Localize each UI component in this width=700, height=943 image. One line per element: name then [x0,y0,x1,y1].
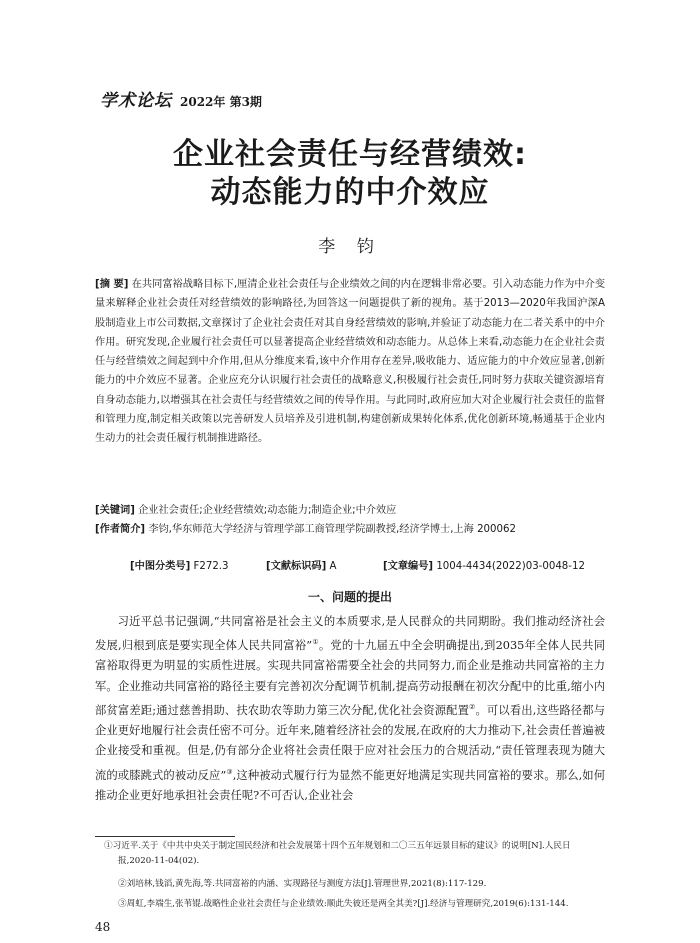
footnote-3: ③周虹,李端生,张苇锟.战略性企业社会责任与企业绩效:顺此失彼还是两全其美?[J].经济与管理研究,2019(6):131-144. [118,899,569,909]
title-line-1: 企业社会责任与经营绩效: [173,137,527,172]
footnote-ref-3[interactable]: ③ [226,767,233,776]
author-bio-text: 李钧,华东师范大学经济与管理学部工商管理学院副教授,经济学博士,上海 200062 [148,524,516,535]
page-number: 48 [95,920,111,934]
clc-value: F272.3 [193,561,229,572]
keywords-text: 企业社会责任;企业经营绩效;动态能力;制造企业;中介效应 [138,505,397,516]
abstract-text: 在共同富裕战略目标下,厘清企业社会责任与企业绩效之间的内在逻辑非常必要。引入动态能力作为中介变量来解释企业社会责任对经营绩效的影响路径,为回答这一问题提供了新的视角。基于2013—2020年我国沪深A股制造业上市公司数据,文章探讨了企业社会责任对其自身经营绩效的影响,并验证了动态能力在二者关系中的中介作用。研究发现,企业履行社会责任可以显著提高企业经营绩效和动态能力。从总体上来看,动态能力在企业社会责任与经营绩效之间起到中介作用,但从分维度来看,该中介作用存在差异,吸收能力、适应能力的中介效应显著,创新能力的中介效应不显著。企业应充分认识履行社会责任的战略意义,积极履行社会责任,同时努力获取关键资源培育自身动态能力,以增强其在社会责任与经营绩效之间的传导作用。与此同时,政府应加大对企业履行社会责任的监督和管理力度,制定相关政策以完善研发人员培养及引进机制,构建创新成果转化体系,优化创新环境,畅通基于企业内生动力的社会责任履行机制推进路径。 [95,279,606,445]
keywords [95,501,605,520]
body-text-b: 。党的十九届五中全会明确提出,到2035年全体人民共同富裕取得更为明显的实质性进展。实现共同富裕需要全社会的共同努力,而企业是推动共同富裕的主力军。企业推动共同富裕的路径主要有完善初次分配调节机制,提高劳动报酬在初次分配中的比重,缩小内部贫富差距;通过慈善捐助、扶农助农等助力第三次分配,优化社会资源配置 [95,639,606,717]
footnote-ref-1[interactable]: ① [312,638,319,647]
clc-label: [中图分类号] [130,561,191,572]
clc-number [130,557,229,572]
abstract [95,275,605,449]
body-text-c: 。可以看出,这些路径都与企业更好地履行社会责任密不可分。近年来,随着经济社会的发展,在政府的大力推动下,社会责任普遍被企业接受和重视。但是,仍有部分企业将社会责任限于应对社会压力的合规活动,“责任管理表现为随大流的或膝跳式的被动反应” [95,703,606,782]
author-bio-label: [作者简介] [95,524,146,535]
journal-logo: 学术论坛 [100,91,172,111]
footnote-ref-2[interactable]: ② [469,702,476,711]
abstract-label: [摘 要] [95,279,129,290]
keywords-label: [关键词] [95,505,135,516]
section-heading: 一、问题的提出 [307,590,392,604]
article-number-label: [文章编号] [383,561,434,572]
title-line-2: 动态能力的中介效应 [210,175,490,210]
footnote-divider [95,836,235,837]
footnote-2: ②刘培林,钱滔,黄先海,等.共同富裕的内涵、实现路径与测度方法[J].管理世界,2021(8):117-129. [118,879,487,889]
body-text-a: 习近平总书记强调,“共同富裕是社会主义的本质要求,是人民群众的共同期盼。我们推动经济社会发展,归根到底是要实现全体人民共同富裕” [95,615,605,653]
article-number-value: 1004-4434(2022)03-0048-12 [436,561,585,572]
author-name: 李 钧 [318,237,382,257]
body-paragraph [95,612,605,806]
doc-code-value: A [329,561,337,572]
author-bio [95,520,605,539]
article-number [383,557,585,572]
issue-label: 2022年 第3期 [180,95,262,109]
journal-header [100,86,262,111]
doc-code-label: [文献标识码] [266,561,327,572]
document-code [266,557,336,572]
body-text-d: ,这种被动式履行行为显然不能更好地满足实现共同富裕的要求。那么,如何推动企业更好地承担社会责任呢?不可否认,企业社会 [95,768,605,802]
footnote-1: ①习近平.关于《中共中央关于制定国民经济和社会发展第十四个五年规划和二〇三五年远景目标的建议》的说明[N].人民日报,2020-11-04(02). [104,841,571,866]
